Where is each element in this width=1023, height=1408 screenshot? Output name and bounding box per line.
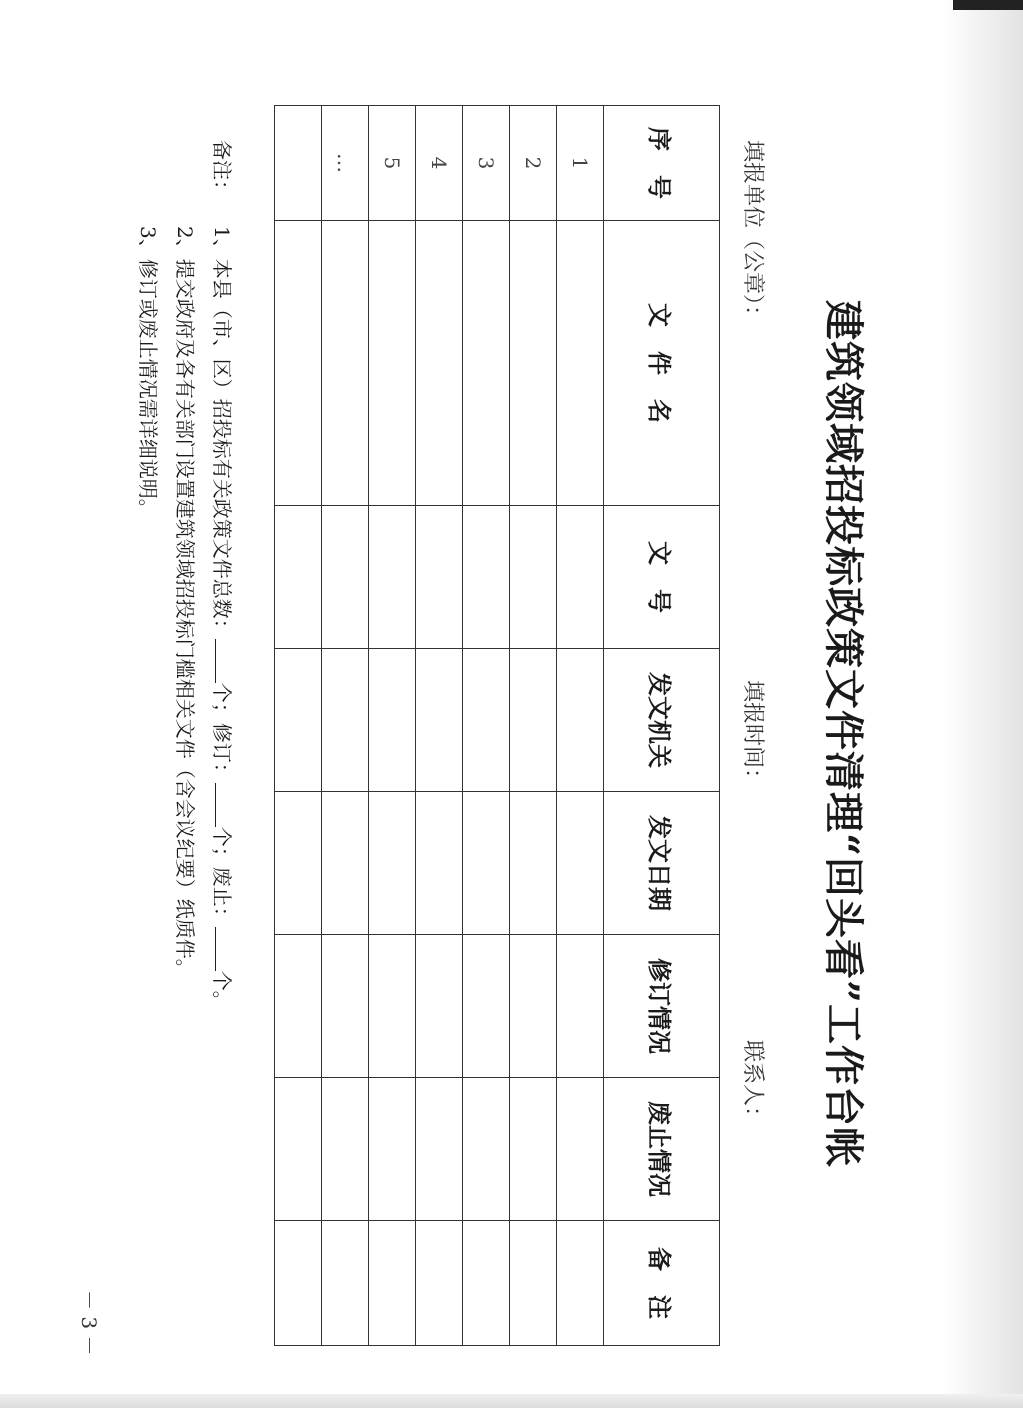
total-count-blank[interactable] bbox=[215, 639, 234, 683]
table-cell[interactable] bbox=[416, 506, 463, 649]
table-cell[interactable] bbox=[557, 935, 604, 1078]
table-cell[interactable] bbox=[557, 221, 604, 506]
table-cell[interactable] bbox=[416, 935, 463, 1078]
note-line-1 bbox=[203, 140, 240, 1360]
table-row bbox=[463, 106, 510, 1346]
table-cell[interactable] bbox=[369, 221, 416, 506]
row-index-cell bbox=[275, 106, 322, 221]
table-cell[interactable] bbox=[463, 649, 510, 792]
table-cell[interactable] bbox=[557, 506, 604, 649]
table-cell[interactable] bbox=[510, 1078, 557, 1221]
header-cell: 修订情况 bbox=[604, 935, 720, 1078]
note-1-abolished-label: 个；废止： bbox=[210, 826, 234, 927]
row-index-cell: 3 bbox=[463, 106, 510, 221]
header-cell: 序 号 bbox=[604, 106, 720, 221]
table-cell[interactable] bbox=[510, 649, 557, 792]
note-1-revised-label: 个；修订： bbox=[210, 682, 234, 783]
document-title: 建筑领域招投标政策文件清理“回头看”工作台帐 bbox=[820, 300, 867, 1169]
table-cell[interactable] bbox=[369, 792, 416, 935]
table-cell[interactable] bbox=[369, 506, 416, 649]
contact-label: 联系人： bbox=[740, 1040, 765, 1129]
note-3-text: 3、修订或废止情况需详细说明。 bbox=[136, 226, 160, 519]
table-cell[interactable] bbox=[275, 792, 322, 935]
table-cell[interactable] bbox=[510, 1221, 557, 1346]
fill-unit-label: 填报单位（公章）： bbox=[740, 140, 765, 328]
note-1-text: 1、本县（市、区）招投标有关政策文件总数： bbox=[210, 226, 234, 639]
table-body bbox=[275, 106, 604, 1346]
table-row bbox=[322, 106, 369, 1346]
table-cell[interactable] bbox=[322, 221, 369, 506]
table-cell[interactable] bbox=[369, 1078, 416, 1221]
table-cell[interactable] bbox=[557, 792, 604, 935]
table-cell[interactable] bbox=[369, 649, 416, 792]
table-cell[interactable] bbox=[510, 935, 557, 1078]
table-cell[interactable] bbox=[463, 221, 510, 506]
table-cell[interactable] bbox=[463, 1221, 510, 1346]
revised-count-blank[interactable] bbox=[215, 783, 234, 827]
row-index-cell: 4 bbox=[416, 106, 463, 221]
header-cell: 文 号 bbox=[604, 506, 720, 649]
table-cell[interactable] bbox=[275, 935, 322, 1078]
note-1-end: 个。 bbox=[210, 970, 234, 1011]
header-cell: 废止情况 bbox=[604, 1078, 720, 1221]
table-cell[interactable] bbox=[275, 221, 322, 506]
table-cell[interactable] bbox=[369, 935, 416, 1078]
table-cell[interactable] bbox=[416, 649, 463, 792]
row-index-cell: 5 bbox=[369, 106, 416, 221]
table-row bbox=[510, 106, 557, 1346]
row-index-cell: 1 bbox=[557, 106, 604, 221]
table-cell[interactable] bbox=[510, 792, 557, 935]
header-cell: 备 注 bbox=[604, 1221, 720, 1346]
header-cell: 发文日期 bbox=[604, 792, 720, 935]
ledger-table bbox=[274, 105, 720, 1346]
page-number: － 3 － bbox=[77, 1290, 101, 1356]
table-row bbox=[369, 106, 416, 1346]
note-line-2 bbox=[166, 140, 203, 1360]
table-cell[interactable] bbox=[463, 506, 510, 649]
table-cell[interactable] bbox=[275, 1078, 322, 1221]
table-cell[interactable] bbox=[463, 935, 510, 1078]
row-index-cell: 2 bbox=[510, 106, 557, 221]
header-cell: 文 件 名 bbox=[604, 221, 720, 506]
table-cell[interactable] bbox=[322, 649, 369, 792]
table-cell[interactable] bbox=[275, 506, 322, 649]
table-cell[interactable] bbox=[275, 649, 322, 792]
abolished-count-blank[interactable] bbox=[215, 927, 234, 971]
table-cell[interactable] bbox=[322, 506, 369, 649]
table-cell[interactable] bbox=[322, 1078, 369, 1221]
table-cell[interactable] bbox=[322, 792, 369, 935]
page-bottom-edge bbox=[0, 1394, 1023, 1408]
note-line-3 bbox=[129, 140, 166, 1360]
table-cell[interactable] bbox=[369, 1221, 416, 1346]
table-cell[interactable] bbox=[275, 1221, 322, 1346]
table-cell[interactable] bbox=[510, 221, 557, 506]
table-cell[interactable] bbox=[557, 1078, 604, 1221]
table-cell[interactable] bbox=[322, 1221, 369, 1346]
table-cell[interactable] bbox=[416, 221, 463, 506]
table-cell[interactable] bbox=[463, 792, 510, 935]
table-cell[interactable] bbox=[463, 1078, 510, 1221]
table-cell[interactable] bbox=[416, 1221, 463, 1346]
header-cell: 发文机关 bbox=[604, 649, 720, 792]
table-cell[interactable] bbox=[416, 792, 463, 935]
notes-prefix: 备注： bbox=[210, 140, 234, 200]
table-row bbox=[557, 106, 604, 1346]
table-cell[interactable] bbox=[557, 1221, 604, 1346]
note-2-text: 2、提交政府及各有关部门设置建筑领域招投标门槛相关文件（含会议纪要）纸质件。 bbox=[173, 226, 197, 979]
table-cell[interactable] bbox=[510, 506, 557, 649]
notes-block bbox=[129, 140, 240, 1360]
table-cell[interactable] bbox=[322, 935, 369, 1078]
fill-time-label: 填报时间： bbox=[740, 680, 765, 791]
row-index-cell: … bbox=[322, 106, 369, 221]
table-cell[interactable] bbox=[416, 1078, 463, 1221]
table-header-row bbox=[604, 106, 720, 1346]
table-cell[interactable] bbox=[557, 649, 604, 792]
table-row bbox=[416, 106, 463, 1346]
table-row bbox=[275, 106, 322, 1346]
